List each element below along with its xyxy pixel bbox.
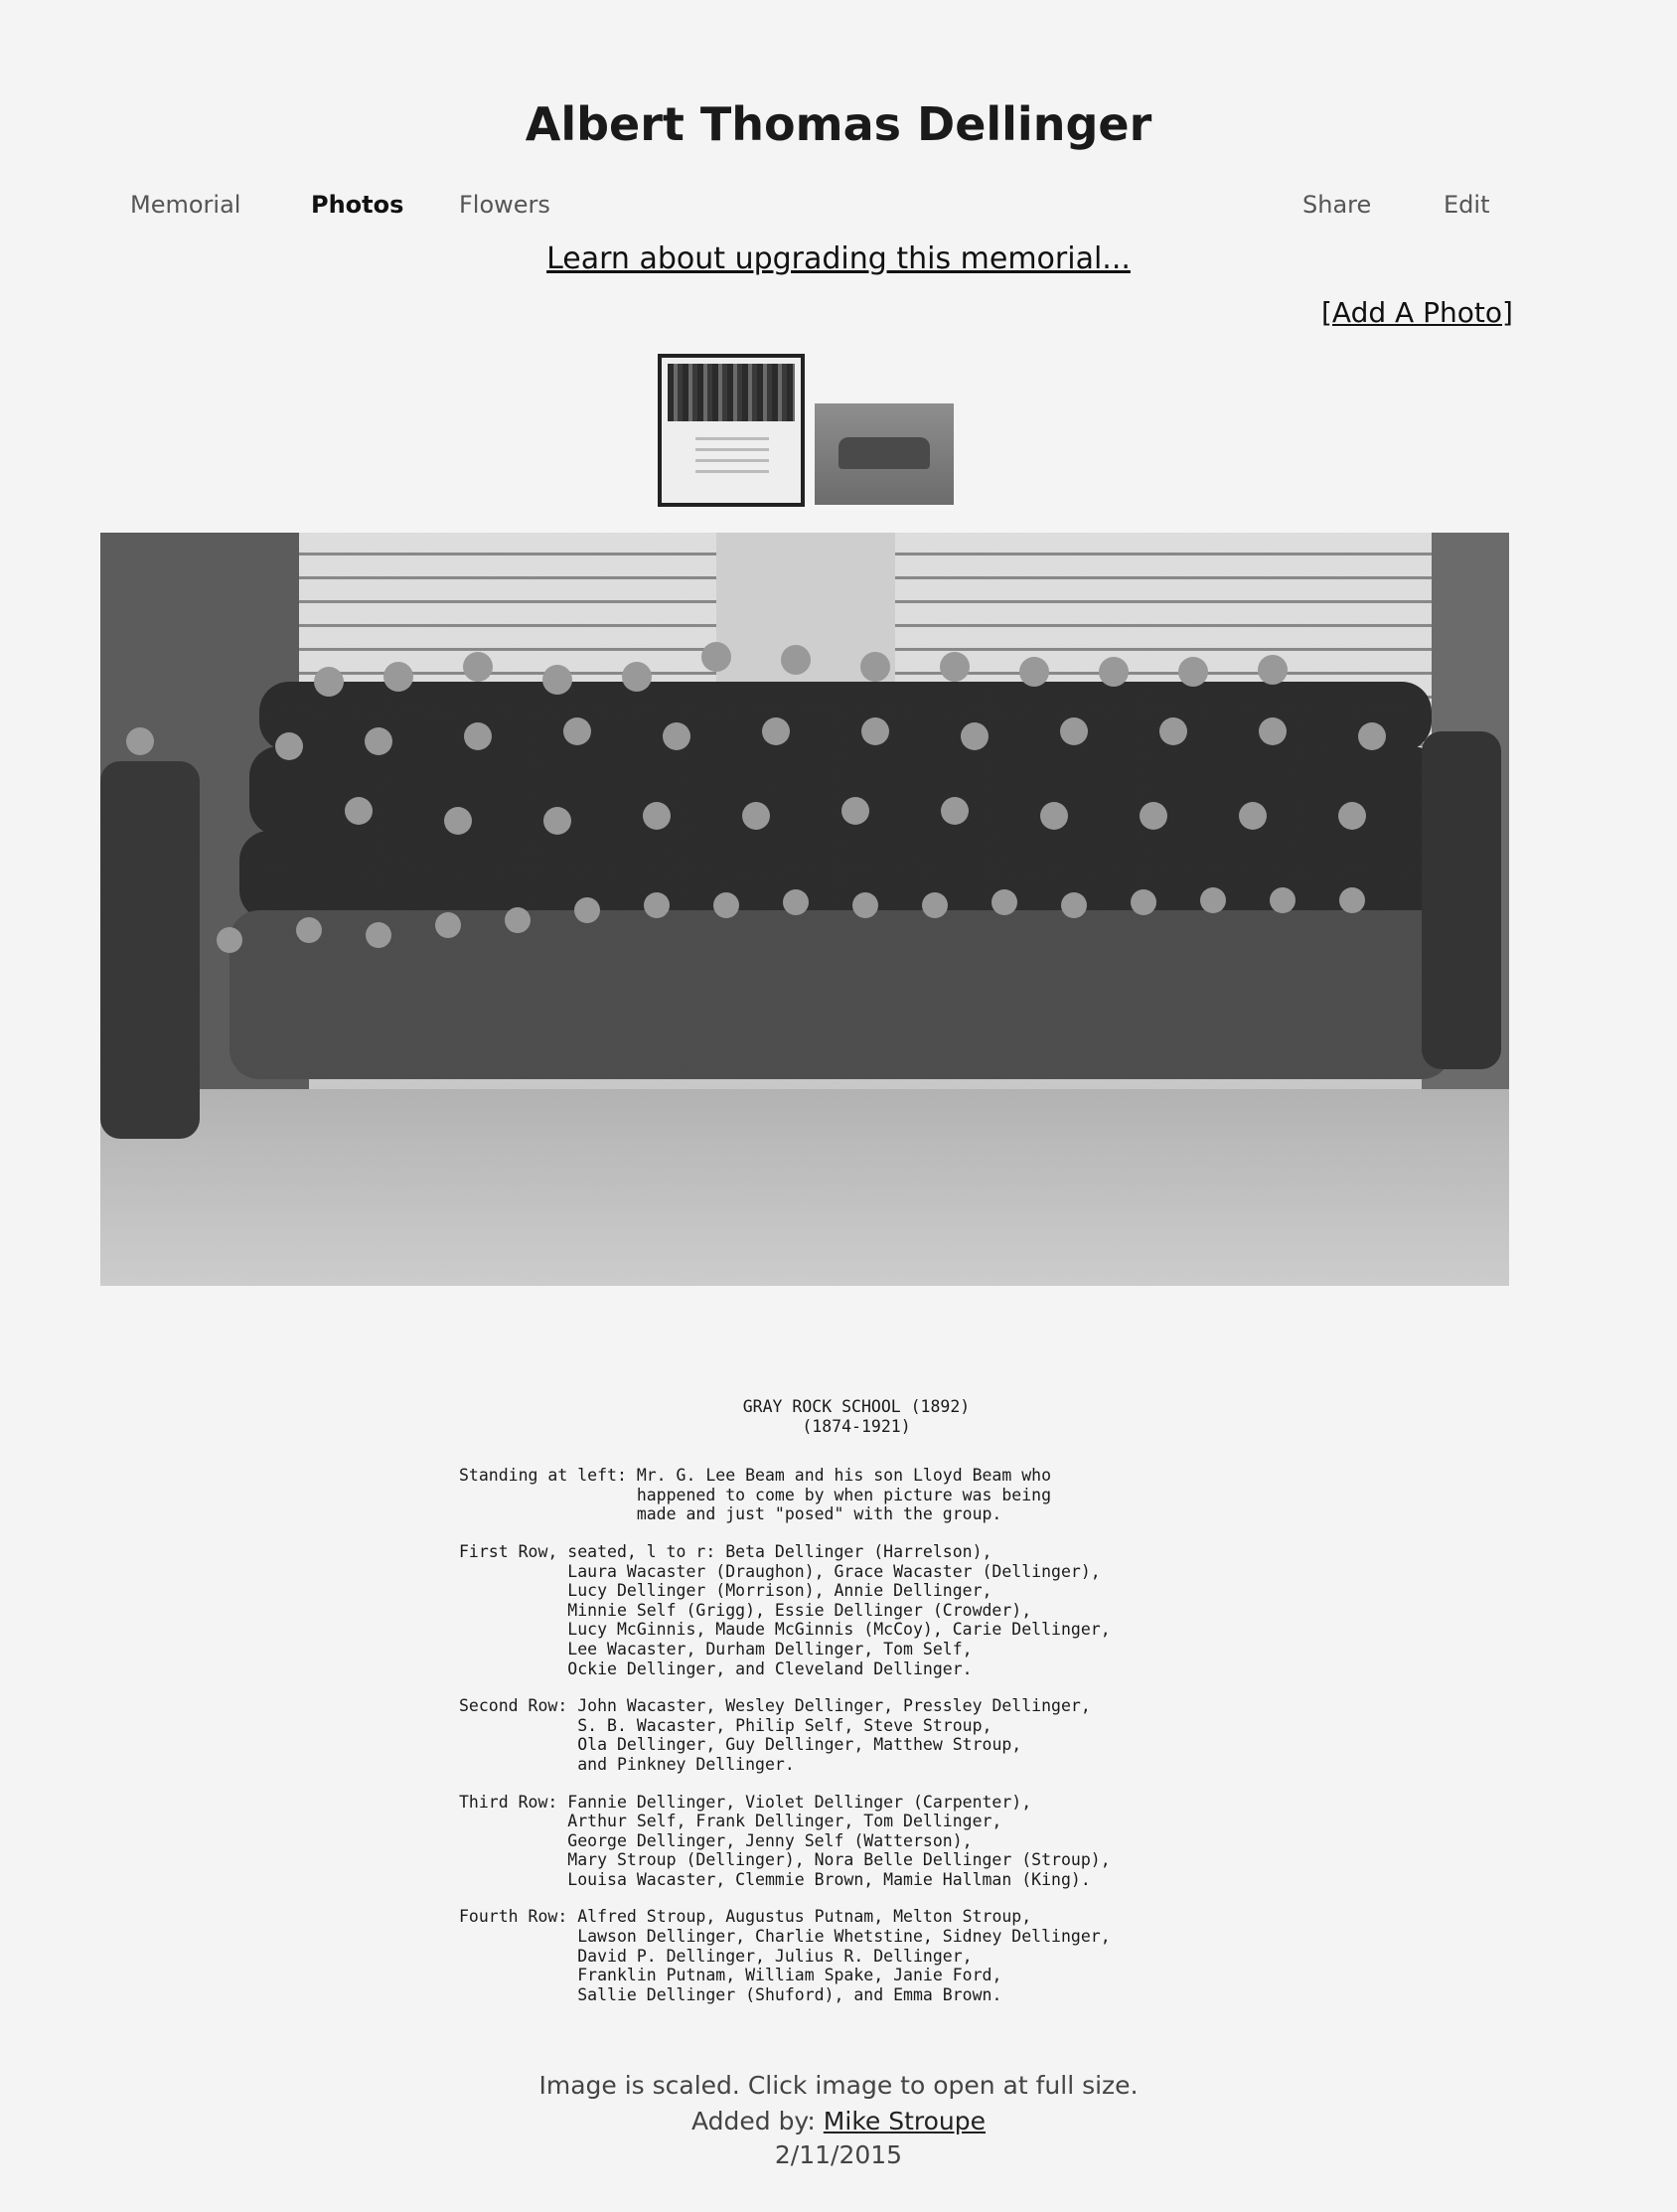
edit-link[interactable]: Edit [1444, 191, 1490, 219]
caption-second-row-text: John Wacaster, Wesley Dellinger, Pressley Dellinger, S. B. Wacaster, Philip Self, Steve Stroup, Ola Dellinger, Guy Dellinger, Matthew Stroup, and Pinkney Dellinger. [577, 1696, 1091, 1774]
caption-standing [459, 1466, 1254, 1524]
added-by-label: Added by: [690, 2107, 816, 2135]
caption-fourth-row [459, 1907, 1254, 2004]
caption-standing-text: Mr. G. Lee Beam and his son Lloyd Beam who happened to come by when picture was being made and just "posed" with the group. [636, 1466, 1052, 1524]
main-photo[interactable] [100, 533, 1509, 1286]
thumbnail-text-lines [695, 437, 769, 481]
tab-memorial[interactable]: Memorial [130, 191, 241, 219]
caption-third-row-text: Fannie Dellinger, Violet Dellinger (Carpenter), Arthur Self, Frank Dellinger, Tom Dellinger, George Dellinger, Jenny Self (Watterson), Mary Stroup (Dellinger), Nora Belle Dellinger (Stroup), Louisa Wacaster, Clemmie Brown, Mamie Hallman (King). [567, 1792, 1111, 1889]
caption-fourth-row-text: Alfred Stroup, Augustus Putnam, Melton Stroup, Lawson Dellinger, Charlie Whetstine, Sidney Dellinger, David P. Dellinger, Julius R. Dellinger, Franklin Putnam, William Spake, Janie Ford, Sallie Dellinger (Shuford), and Emma Brown. [577, 1907, 1111, 2004]
caption-heading: GRAY ROCK SCHOOL (1892) [742, 1397, 971, 1416]
caption-third-row-label: Third Row: [459, 1792, 568, 1812]
caption-standing-label: Standing at left: [459, 1466, 637, 1486]
caption-second-row-label: Second Row: [459, 1696, 578, 1716]
add-photo-link[interactable]: [Add A Photo] [1321, 296, 1513, 329]
page-title: Albert Thomas Dellinger [525, 97, 1152, 151]
caption-fourth-row-label: Fourth Row: [459, 1907, 578, 1927]
caption-years: (1874-1921) [802, 1416, 911, 1436]
thumbnail-image [838, 437, 930, 469]
photo-thumbnail-1[interactable] [658, 354, 805, 507]
upgrade-memorial-link[interactable]: Learn about upgrading this memorial... [546, 241, 1131, 276]
caption-second-row [459, 1696, 1254, 1774]
image-scaled-note: Image is scaled. Click image to open at full size. [538, 2071, 1139, 2100]
caption-first-row-text: seated, l to r: Beta Dellinger (Harrelson), Laura Wacaster (Draughon), Grace Wacaster (Dellinger), Lucy Dellinger (Morrison), Annie Dellinger, Minnie Self (Grigg), Essie Dellinger (Crowder), Lucy McGinnis, Maude McGinnis (McCoy), Carie Dellinger, Lee Wacaster, Durham Dellinger, Tom Self, Ockie Dellinger, and Cleveland Dellinger. [567, 1541, 1111, 1678]
photo-caption-document [459, 1397, 1254, 2004]
added-by-line [0, 2107, 1677, 2135]
caption-third-row [459, 1793, 1254, 1890]
thumbnail-image [668, 364, 795, 421]
added-by-user-link[interactable]: Mike Stroupe [823, 2107, 987, 2135]
tab-flowers[interactable]: Flowers [459, 191, 550, 219]
tab-photos[interactable]: Photos [311, 191, 404, 219]
added-date: 2/11/2015 [774, 2140, 903, 2169]
caption-first-row-label: First Row, [459, 1541, 568, 1561]
share-link[interactable]: Share [1302, 191, 1372, 219]
photo-thumbnail-2[interactable] [815, 403, 954, 505]
caption-first-row [459, 1542, 1254, 1678]
